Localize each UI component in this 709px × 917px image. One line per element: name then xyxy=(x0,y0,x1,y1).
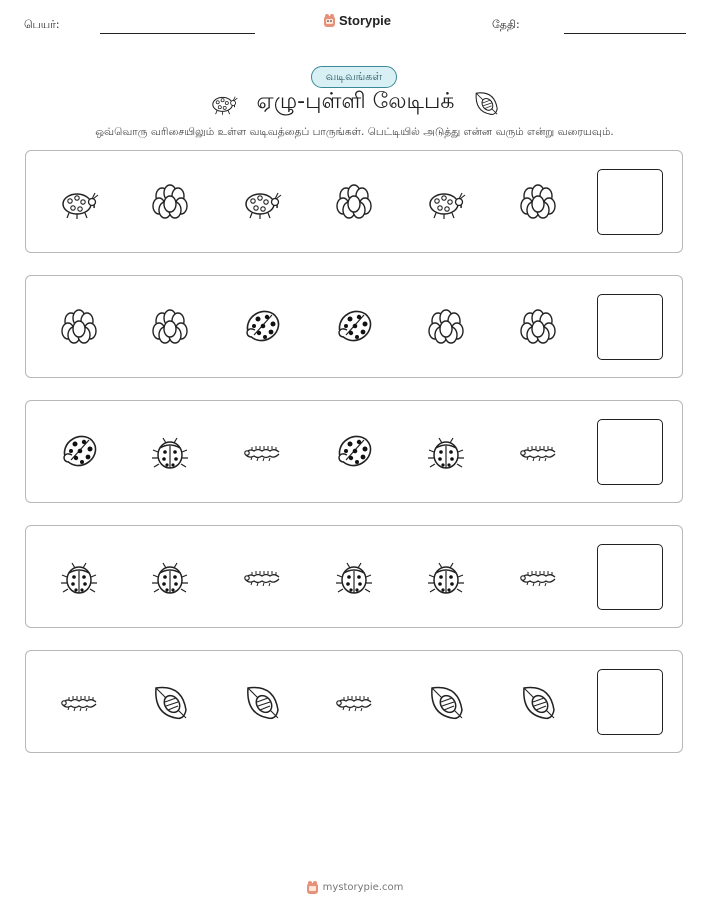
instruction-text: ஒவ்வொரு வரிசையிலும் உள்ள வடிவத்தைப் பாருங்கள். பெட்டியில் அடுத்து என்ன வரும் என்று வரையவும். xyxy=(95,126,614,138)
brand-name: Storypie xyxy=(339,13,392,28)
answer-box[interactable] xyxy=(597,669,663,735)
date-label: தேதி: xyxy=(492,18,520,31)
larva-icon xyxy=(242,432,282,472)
brand-logo xyxy=(323,13,391,28)
name-line xyxy=(100,33,255,34)
larva-icon xyxy=(334,682,374,722)
pupa-leaf-icon xyxy=(426,682,466,722)
pattern-row-4 xyxy=(25,525,683,628)
worksheet-title xyxy=(0,88,709,123)
ladybug-top-icon xyxy=(334,557,374,597)
ladybug-shell-icon xyxy=(334,432,374,472)
worksheet-header xyxy=(0,0,709,50)
storypie-footer-icon xyxy=(306,880,319,895)
pattern-row-1 xyxy=(25,150,683,253)
pattern-row-3 xyxy=(25,400,683,503)
ladybug-top-icon xyxy=(150,557,190,597)
ladybug-side-icon xyxy=(242,182,282,222)
larva-icon xyxy=(59,682,99,722)
pattern-row-5 xyxy=(25,650,683,753)
ladybug-side-icon xyxy=(59,182,99,222)
larva-icon xyxy=(518,432,558,472)
ladybug-side-icon xyxy=(426,182,466,222)
egg-cluster-icon xyxy=(59,307,99,347)
ladybug-top-icon xyxy=(59,557,99,597)
title-text: ஏழு-புள்ளி லேடிபக் xyxy=(256,89,455,114)
date-line xyxy=(564,33,686,34)
answer-box[interactable] xyxy=(597,544,663,610)
ladybug-shell-icon xyxy=(334,307,374,347)
ladybug-top-icon xyxy=(426,557,466,597)
ladybug-top-icon xyxy=(426,432,466,472)
egg-cluster-icon xyxy=(426,307,466,347)
answer-box[interactable] xyxy=(597,294,663,360)
category-badge: வடிவங்கள் xyxy=(311,66,397,88)
footer-url[interactable]: mystorypie.com xyxy=(322,882,404,893)
ladybug-shell-icon xyxy=(59,432,99,472)
answer-box[interactable] xyxy=(597,169,663,235)
storypie-logo-icon xyxy=(323,13,336,28)
ladybug-shell-icon xyxy=(242,307,282,347)
egg-cluster-icon xyxy=(150,307,190,347)
larva-icon xyxy=(518,557,558,597)
egg-cluster-icon xyxy=(518,307,558,347)
egg-cluster-icon xyxy=(150,182,190,222)
answer-box[interactable] xyxy=(597,419,663,485)
egg-cluster-icon xyxy=(518,182,558,222)
ladybug-top-icon xyxy=(150,432,190,472)
pupa-leaf-icon xyxy=(242,682,282,722)
footer xyxy=(0,880,709,898)
pupa-leaf-title-icon xyxy=(472,88,500,118)
pupa-leaf-icon xyxy=(518,682,558,722)
pupa-leaf-icon xyxy=(150,682,190,722)
larva-icon xyxy=(242,557,282,597)
name-label: பெயர்: xyxy=(24,18,60,31)
egg-cluster-icon xyxy=(334,182,374,222)
pattern-row-2 xyxy=(25,275,683,378)
ladybug-title-icon xyxy=(209,89,239,117)
